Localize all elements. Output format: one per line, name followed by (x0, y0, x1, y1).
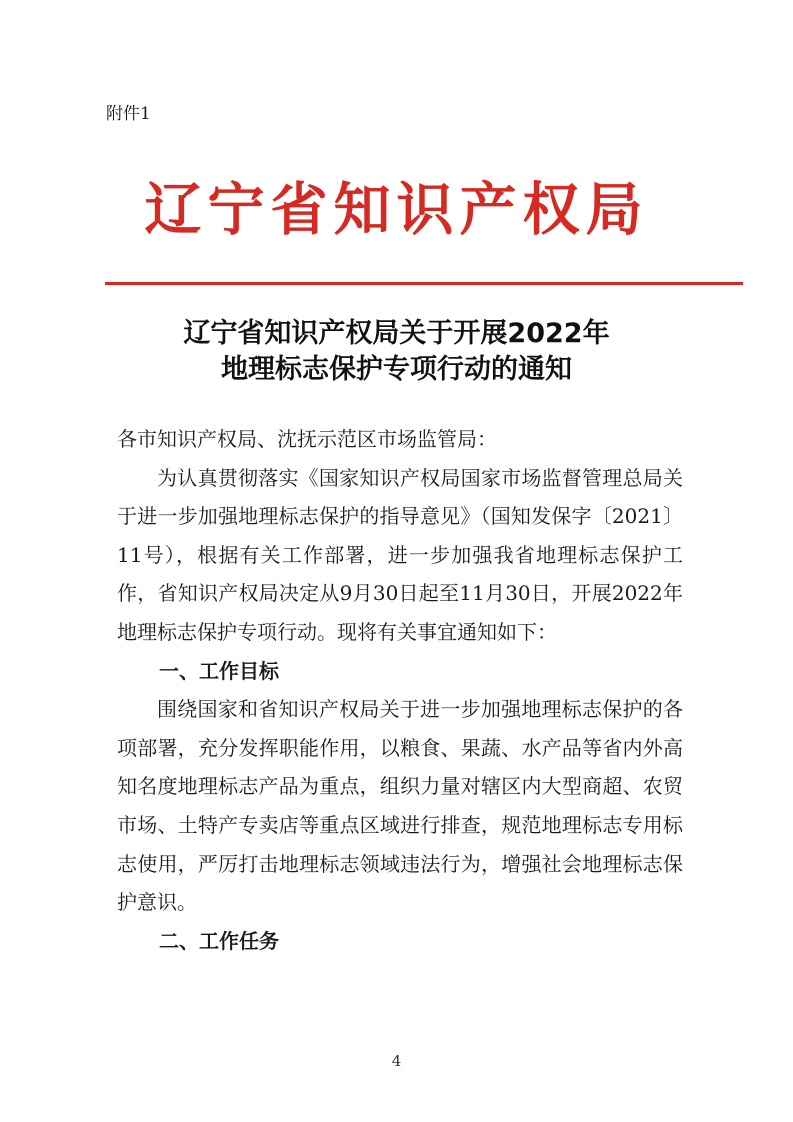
document-title-line-1: 辽宁省知识产权局关于开展2022年 (183, 318, 610, 349)
issuer-header: 辽宁省知识产权局 (144, 177, 649, 243)
section-2-heading: 二、工作任务 (159, 928, 279, 953)
intro-paragraph: 为认真贯彻落实《国家知识产权局国家市场监督管理总局关于进一步加强地理标志保护的指导意见》（国知发保字〔2021〕11号），根据有关工作部署，进一步加强我省地理标志保护工作，省知识产权局决定从9月30日起至11月30日，开展2022年地理标志保护专项行动。现将有关事宜通知如下： (117, 465, 683, 644)
page-number: 4 (391, 1052, 402, 1070)
attachment-label: 附件1 (106, 104, 151, 124)
document-title-line-2: 地理标志保护专项行动的通知 (221, 354, 572, 385)
section-1-heading: 一、工作目标 (159, 658, 279, 683)
document-body (117, 420, 683, 960)
addressee: 各市知识产权局、沈抚示范区市场监管局： (117, 427, 497, 451)
red-divider (105, 282, 743, 285)
section-1-paragraph: 围绕国家和省知识产权局关于进一步加强地理标志保护的各项部署，充分发挥职能作用，以粮食、果蔬、水产品等省内外高知名度地理标志产品为重点，组织力量对辖区内大型商超、农贸市场、土特产专卖店等重点区域进行排查，规范地理标志专用标志使用，严厉打击地理标志领域违法行为，增强社会地理标志保护意识。 (117, 697, 683, 915)
document-title (0, 316, 793, 388)
